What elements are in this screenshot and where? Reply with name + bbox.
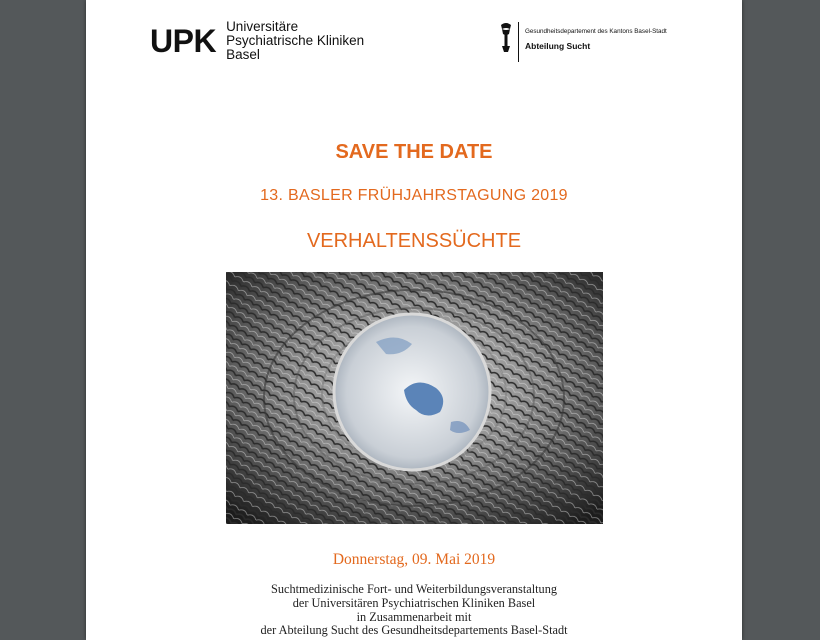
- description-line: der Abteilung Sucht des Gesundheitsdepartements Basel-Stadt: [260, 623, 568, 638]
- topic-title: VERHALTENSSÜCHTE: [306, 230, 522, 252]
- unit-name: Abteilung Sucht: [525, 41, 591, 51]
- upk-logo-line: Universitäre: [226, 19, 299, 34]
- event-date: Donnerstag, 09. Mai 2019: [332, 551, 496, 568]
- logo-divider: [518, 22, 519, 62]
- basel-stadt-logo: [498, 22, 667, 62]
- description-line: der Universitären Psychiatrischen Kliniken Basel: [292, 595, 536, 610]
- document-page: [86, 0, 742, 640]
- upk-logo: [150, 20, 364, 62]
- upk-logo-line: Psychiatrische Kliniken: [226, 33, 365, 48]
- event-description: [86, 583, 742, 638]
- description-line: in Zusammenarbeit mit: [356, 609, 472, 624]
- cover-photo: [226, 272, 603, 524]
- upk-logo-mark: UPK: [150, 23, 217, 59]
- basel-stadt-text: [525, 22, 667, 51]
- upk-logo-text: [226, 20, 364, 62]
- save-the-date-title: SAVE THE DATE: [335, 141, 493, 163]
- upk-logo-line: Basel: [226, 47, 260, 62]
- description-line: Suchtmedizinische Fort- und Weiterbildungsveranstaltung: [271, 582, 557, 596]
- basel-staff-icon: [498, 22, 514, 54]
- department-name: Gesundheitsdepartement des Kantons Basel-Stadt: [525, 28, 667, 35]
- conference-title: 13. BASLER FRÜHJAHRSTAGUNG 2019: [260, 187, 568, 204]
